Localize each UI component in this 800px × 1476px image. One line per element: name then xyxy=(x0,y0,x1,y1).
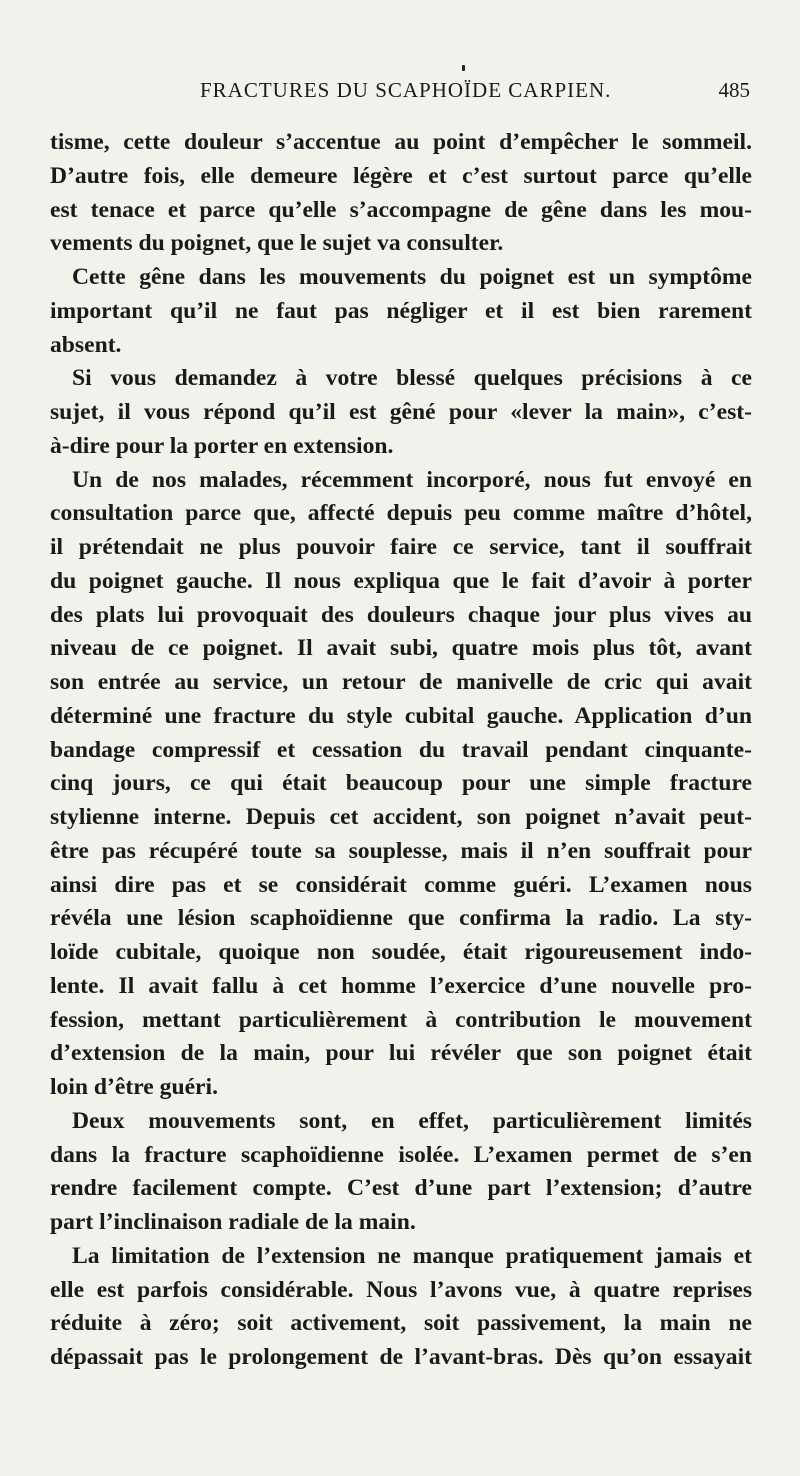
text-line: vements du poignet, que le sujet va consulter. xyxy=(50,230,504,257)
text-line: il prétendait ne plus pouvoir faire ce service, tant il souffrait xyxy=(50,534,752,560)
text-line: cinq jours, ce qui était beaucoup pour une simple fracture xyxy=(50,770,752,797)
text-line: niveau de ce poignet. Il avait subi, quatre mois plus tôt, avant xyxy=(50,635,752,662)
text-line: dans la fracture scaphoïdienne isolée. L’examen permet de s’en xyxy=(50,1141,752,1168)
page-number: 485 xyxy=(718,78,750,102)
text-line: déterminé une fracture du style cubital gauche. Application d’un xyxy=(50,702,752,729)
text-line: à-dire pour la porter en extension. xyxy=(50,432,394,459)
running-title: FRACTURES DU SCAPHOÏDE CARPIEN. xyxy=(200,78,612,102)
text-line: être pas récupéré toute sa souplesse, mais il n’en souffrait pour xyxy=(50,837,752,864)
ink-speck xyxy=(462,65,465,71)
text-line: dépassait pas le prolongement de l’avant-bras. Dès qu’on essayait xyxy=(50,1344,752,1370)
text-line: Un de nos malades, récemment incorporé, nous fut envoyé en xyxy=(72,466,752,493)
text-line: des plats lui provoquait des douleurs chaque jour plus vives au xyxy=(50,601,752,628)
text-line: du poignet gauche. Il nous expliqua que le fait d’avoir à porter xyxy=(50,567,752,594)
text-line: rendre facilement compte. C’est d’une part l’extension; d’autre xyxy=(50,1175,752,1202)
text-line: loin d’être guéri. xyxy=(50,1074,218,1100)
text-line: d’extension de la main, pour lui révéler que son poignet était xyxy=(50,1040,752,1067)
text-line: loïde cubitale, quoique non soudée, était rigoureusement indo- xyxy=(50,939,752,965)
text-line: sujet, il vous répond qu’il est gêné pour «lever la main», c’est- xyxy=(50,399,752,425)
text-line: La limitation de l’extension ne manque pratiquement jamais et xyxy=(72,1242,752,1269)
text-line: bandage compressif et cessation du travail pendant cinquante- xyxy=(50,736,752,763)
text-line: consultation parce que, affecté depuis peu comme maître d’hôtel, xyxy=(50,500,752,527)
text-line: fession, mettant particulièrement à contribution le mouvement xyxy=(50,1006,752,1033)
text-line: Deux mouvements sont, en effet, particulièrement limités xyxy=(72,1107,752,1134)
body-text xyxy=(50,126,752,1375)
text-line: lente. Il avait fallu à cet homme l’exercice d’une nouvelle pro- xyxy=(50,972,752,999)
text-line: tisme, cette douleur s’accentue au point d’empêcher le sommeil. xyxy=(50,129,752,155)
text-line: réduite à zéro; soit activement, soit passivement, la main ne xyxy=(50,1310,752,1337)
text-line: ainsi dire pas et se considérait comme guéri. L’examen nous xyxy=(50,871,752,898)
text-line: part l’inclinaison radiale de la main. xyxy=(50,1209,416,1235)
page-header xyxy=(0,78,800,112)
text-line: absent. xyxy=(50,331,122,358)
text-line: D’autre fois, elle demeure légère et c’est surtout parce qu’elle xyxy=(50,162,752,189)
text-line: elle est parfois considérable. Nous l’avons vue, à quatre reprises xyxy=(50,1276,752,1303)
text-line: stylienne interne. Depuis cet accident, son poignet n’avait peut- xyxy=(50,804,752,830)
text-line: est tenace et parce qu’elle s’accompagne de gêne dans les mou- xyxy=(50,196,752,223)
text-line: son entrée au service, un retour de manivelle de cric qui avait xyxy=(50,669,752,695)
text-line: révéla une lésion scaphoïdienne que confirma la radio. La sty- xyxy=(50,905,752,932)
text-line: Cette gêne dans les mouvements du poignet est un symptôme xyxy=(72,264,752,290)
text-line: Si vous demandez à votre blessé quelques précisions à ce xyxy=(72,365,752,392)
text-line: important qu’il ne faut pas négliger et il est bien rarement xyxy=(50,297,752,324)
